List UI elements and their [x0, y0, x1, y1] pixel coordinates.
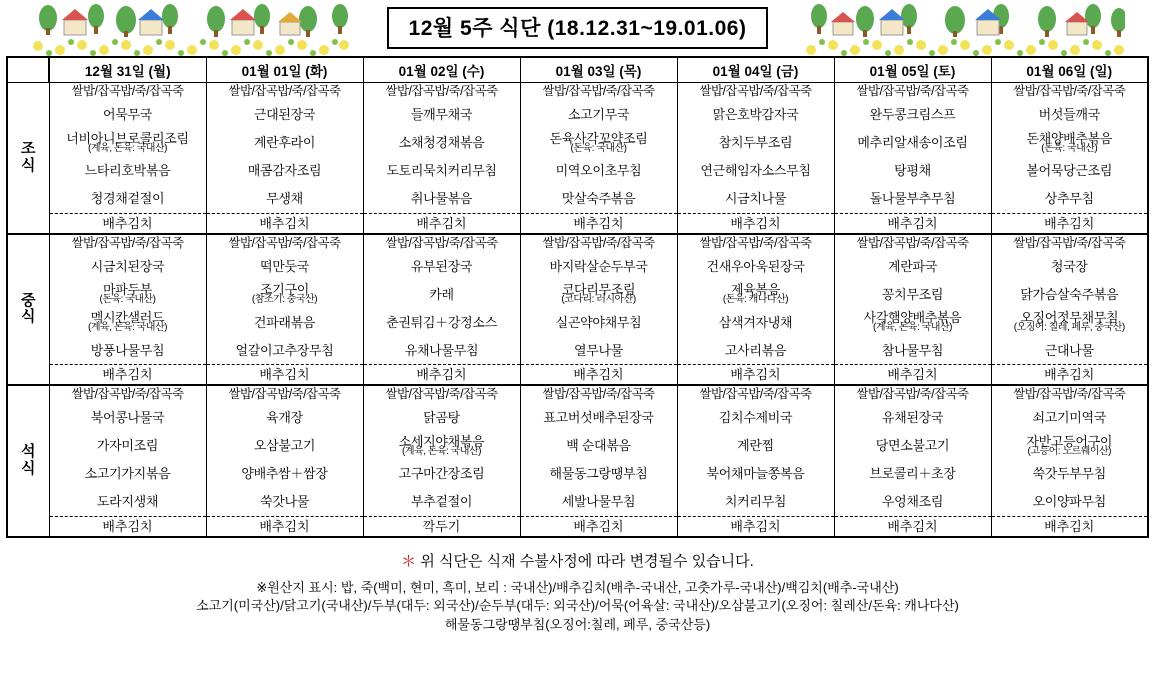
day-header-5: 01월 05일 (토) — [834, 57, 991, 83]
dish-name: 백 순대볶음 — [566, 438, 631, 453]
dish-item — [992, 185, 1148, 213]
dish-name: 상추무침 — [1044, 191, 1094, 206]
meal-label-top-0: 조 — [21, 140, 36, 158]
dish-item — [50, 157, 206, 185]
meal-label-1 — [7, 234, 49, 386]
dish-item — [678, 280, 834, 308]
menu-cell-0-6 — [991, 83, 1148, 234]
dish-item — [207, 185, 363, 213]
dish-name: 실곤약야채무침 — [555, 314, 642, 330]
dish-name: 근대나물 — [1044, 342, 1094, 358]
dish-item — [521, 432, 677, 460]
dish-name: 멕시칸샐러드 — [90, 310, 165, 325]
menu-cell-2-5 — [834, 385, 991, 537]
dish-item — [207, 488, 363, 516]
dish-origin: (돈육: 캐나다산) — [722, 294, 789, 305]
dish-item — [364, 185, 520, 213]
notice-star-icon: ＊ — [401, 552, 417, 570]
kimchi-line: 배추김치 — [364, 213, 520, 233]
dish-name: 돈채양배추볶음 — [1026, 130, 1113, 146]
day-header-0: 12월 31일 (월) — [49, 57, 206, 83]
dish-item — [835, 308, 991, 336]
dish-origin: (고등어: 노르웨이산) — [1027, 445, 1111, 457]
dish-item — [521, 101, 677, 129]
dish-name: 참치두부조림 — [718, 135, 793, 150]
dish-item — [992, 488, 1148, 516]
dish-name: 도라지생채 — [96, 494, 159, 509]
dish-name: 카레 — [429, 286, 454, 302]
menu-cell-1-2 — [363, 234, 520, 386]
kimchi-line: 배추김치 — [364, 364, 520, 384]
dish-item — [364, 252, 520, 280]
dish-item — [50, 308, 206, 336]
dish-name: 너비아니브로콜리조림 — [66, 130, 189, 146]
dish-item — [521, 404, 677, 432]
day-header-4: 01월 04일 (금) — [677, 57, 834, 83]
rice-line: 쌀밥/잡곡밥/죽/잡곡죽 — [856, 84, 969, 98]
dish-item — [835, 336, 991, 364]
dish-origin: (돈육: 국내산) — [99, 294, 156, 305]
rice-line: 쌀밥/잡곡밥/죽/잡곡죽 — [542, 84, 655, 98]
kimchi-line: 배추김치 — [50, 364, 206, 384]
day-header-1: 01월 01일 (화) — [206, 57, 363, 83]
kimchi-line: 배추김치 — [207, 364, 363, 384]
dish-item — [835, 185, 991, 213]
dish-item — [207, 336, 363, 364]
dish-item — [521, 488, 677, 516]
dish-name: 춘권튀김＋강정소스 — [386, 314, 497, 330]
dish-item — [678, 336, 834, 364]
menu-cell-2-0 — [49, 385, 206, 537]
dish-origin: (계육, 돈육: 국내산) — [88, 322, 167, 333]
origin-line-2: 소고기(미국산)/닭고기(국내산)/두부(대두: 외국산)/순두부(대두: 외국산)/어묵(어육살: 국내산)/오삼불고기(오징어: 칠레산/돈육: 캐나다산) — [196, 598, 959, 614]
meal-label-0 — [7, 83, 49, 234]
menu-table — [6, 56, 1149, 538]
rice-line: 쌀밥/잡곡밥/죽/잡곡죽 — [1013, 387, 1126, 401]
dish-item — [50, 280, 206, 308]
dish-item — [364, 308, 520, 336]
dish-item — [207, 129, 363, 157]
dish-name: 북어콩나물국 — [90, 410, 165, 425]
dish-item — [207, 252, 363, 280]
dish-item — [678, 185, 834, 213]
kimchi-line: 배추김치 — [835, 213, 991, 233]
kimchi-line: 배추김치 — [678, 213, 834, 233]
dish-name: 볼어묵당근조림 — [1026, 163, 1113, 178]
dish-item — [207, 157, 363, 185]
dish-name: 참나물무침 — [881, 342, 944, 358]
meal-label-bottom-2: 식 — [21, 459, 36, 477]
dish-item — [835, 129, 991, 157]
dish-origin: (참조기: 중국산) — [251, 294, 318, 305]
rice-line: 쌀밥/잡곡밥/죽/잡곡죽 — [228, 235, 341, 250]
dish-origin: (계육, 돈육: 국내산) — [88, 142, 167, 154]
dish-name: 완두콩크림스프 — [869, 107, 956, 122]
dish-name: 맑은호박감자국 — [712, 107, 799, 122]
menu-cell-2-1 — [206, 385, 363, 537]
dish-item — [521, 185, 677, 213]
dish-name: 북어채마늘쫑복음 — [706, 466, 805, 481]
origin-info — [6, 579, 1149, 636]
dish-item — [678, 101, 834, 129]
dish-item — [364, 280, 520, 308]
dish-name: 유부된장국 — [410, 258, 473, 274]
dish-name: 오징어젓무채무침 — [1020, 310, 1119, 325]
dish-item — [835, 404, 991, 432]
dish-item — [50, 460, 206, 488]
kimchi-line: 깍두기 — [364, 516, 520, 536]
dish-name: 방풍나물무침 — [90, 342, 165, 358]
dish-item — [835, 432, 991, 460]
kimchi-line: 배추김치 — [992, 213, 1148, 233]
dish-name: 쇠고기미역국 — [1032, 410, 1107, 425]
menu-cell-0-4 — [677, 83, 834, 234]
dish-name: 쑥갓두부무침 — [1032, 466, 1107, 481]
dish-name: 삼색겨자냉채 — [718, 314, 793, 330]
dish-name: 계란찜 — [737, 438, 774, 453]
kimchi-line: 배추김치 — [992, 516, 1148, 536]
dish-name: 육개장 — [266, 410, 303, 425]
dish-item — [992, 460, 1148, 488]
dish-item — [207, 280, 363, 308]
dish-item — [835, 157, 991, 185]
page-title: 12월 5주 식단 (18.12.31~19.01.06) — [387, 7, 769, 49]
dish-name: 오삼불고기 — [253, 438, 316, 453]
dish-name: 떡만둣국 — [259, 258, 310, 274]
dish-name: 미역오이초무침 — [555, 163, 642, 178]
dish-item — [835, 280, 991, 308]
rice-line: 쌀밥/잡곡밥/죽/잡곡죽 — [542, 387, 655, 401]
dish-item — [207, 460, 363, 488]
rice-line: 쌀밥/잡곡밥/죽/잡곡죽 — [699, 84, 812, 98]
dish-item — [992, 308, 1148, 336]
rice-line: 쌀밥/잡곡밥/죽/잡곡죽 — [385, 387, 498, 401]
dish-name: 브로콜리＋초장 — [869, 466, 956, 481]
dish-name: 시금치나물 — [724, 191, 787, 206]
dish-name: 어묵무국 — [102, 107, 153, 122]
dish-item — [364, 404, 520, 432]
rice-line: 쌀밥/잡곡밥/죽/잡곡죽 — [385, 84, 498, 98]
rice-line: 쌀밥/잡곡밥/죽/잡곡죽 — [542, 235, 655, 250]
dish-item — [521, 157, 677, 185]
meal-label-top-1: 중 — [21, 291, 36, 309]
day-header-2: 01월 02일 (수) — [363, 57, 520, 83]
dish-name: 김치수제비국 — [718, 410, 793, 425]
dish-name: 탕평채 — [894, 163, 931, 178]
rice-line: 쌀밥/잡곡밥/죽/잡곡죽 — [699, 235, 812, 250]
kimchi-line: 배추김치 — [521, 364, 677, 384]
dish-name: 고사리볶음 — [724, 342, 787, 358]
dish-name: 청경채겉절이 — [90, 191, 165, 206]
dish-name: 맛살숙주볶음 — [561, 191, 636, 206]
dish-item — [835, 460, 991, 488]
dish-item — [50, 432, 206, 460]
rice-line: 쌀밥/잡곡밥/죽/잡곡죽 — [1013, 235, 1126, 250]
meal-label-bottom-0: 식 — [21, 156, 36, 174]
dish-item — [364, 101, 520, 129]
dish-name: 쑥갓나물 — [259, 494, 310, 509]
menu-cell-0-0 — [49, 83, 206, 234]
rice-line: 쌀밥/잡곡밥/죽/잡곡죽 — [1013, 84, 1126, 98]
day-header-6: 01월 06일 (일) — [991, 57, 1148, 83]
dish-item — [207, 101, 363, 129]
kimchi-line: 배추김치 — [207, 213, 363, 233]
dish-name: 바지락살순두부국 — [549, 258, 648, 274]
dish-name: 느타리호박볶음 — [84, 163, 171, 178]
dish-item — [521, 308, 677, 336]
rice-line: 쌀밥/잡곡밥/죽/잡곡죽 — [699, 387, 812, 401]
dish-item — [521, 280, 677, 308]
dish-item — [992, 336, 1148, 364]
dish-item — [207, 308, 363, 336]
dish-item — [521, 252, 677, 280]
dish-item — [50, 185, 206, 213]
menu-cell-1-5 — [834, 234, 991, 386]
rice-line: 쌀밥/잡곡밥/죽/잡곡죽 — [71, 235, 184, 250]
meal-label-2 — [7, 385, 49, 537]
dish-item — [678, 404, 834, 432]
dish-name: 버섯들깨국 — [1038, 107, 1100, 122]
dish-item — [50, 404, 206, 432]
menu-cell-1-0 — [49, 234, 206, 386]
dish-item — [678, 460, 834, 488]
dish-origin: (계육, 돈육: 국내산) — [402, 445, 481, 457]
kimchi-line: 배추김치 — [835, 364, 991, 384]
dish-item — [521, 336, 677, 364]
menu-cell-1-1 — [206, 234, 363, 386]
dish-item — [364, 336, 520, 364]
origin-line-3: 해물동그랑땡부침(오징어:칠레, 페루, 중국산등) — [444, 617, 711, 633]
dish-item — [678, 488, 834, 516]
dish-item — [992, 157, 1148, 185]
dish-name: 소채청경채볶음 — [398, 135, 485, 150]
meal-label-bottom-1: 식 — [21, 308, 36, 326]
dish-name: 시금치된장국 — [90, 258, 165, 274]
change-notice — [6, 544, 1149, 579]
meal-label-top-2: 석 — [21, 443, 36, 461]
dish-name: 연근해임자소스무침 — [700, 163, 811, 178]
dish-name: 매콤감자조림 — [247, 163, 322, 178]
dish-item — [992, 129, 1148, 157]
dish-name: 근대된장국 — [253, 107, 316, 122]
dish-name: 닭가슴살숙주볶음 — [1020, 286, 1119, 302]
dish-item — [521, 129, 677, 157]
dish-item — [207, 404, 363, 432]
dish-name: 계란후라이 — [253, 135, 316, 150]
dish-item — [364, 157, 520, 185]
meal-row-0 — [7, 83, 1148, 234]
dish-name: 고구마간장조림 — [398, 466, 485, 481]
menu-cell-1-4 — [677, 234, 834, 386]
dish-name: 표고버섯배추된장국 — [543, 410, 654, 425]
dish-origin: (오징어: 칠레, 페루, 중국산) — [1013, 322, 1125, 333]
dish-name: 무생채 — [266, 191, 303, 206]
dish-name: 건파래볶음 — [253, 314, 316, 330]
dish-name: 해물동그랑땡부침 — [549, 466, 648, 481]
dish-item — [364, 129, 520, 157]
menu-cell-1-6 — [991, 234, 1148, 386]
kimchi-line: 배추김치 — [50, 213, 206, 233]
dish-item — [50, 129, 206, 157]
dish-item — [207, 432, 363, 460]
dish-name: 돌나물부추무침 — [869, 191, 956, 206]
kimchi-line: 배추김치 — [521, 213, 677, 233]
dish-name: 소세지야채볶음 — [398, 433, 485, 449]
rice-line: 쌀밥/잡곡밥/죽/잡곡죽 — [71, 387, 184, 401]
dish-name: 열무나물 — [573, 342, 624, 358]
rice-line: 쌀밥/잡곡밥/죽/잡곡죽 — [228, 387, 341, 401]
kimchi-line: 배추김치 — [678, 516, 834, 536]
dish-item — [521, 460, 677, 488]
kimchi-line: 배추김치 — [678, 364, 834, 384]
dish-name: 코다리무조림 — [561, 282, 636, 297]
dish-name: 세발나물무침 — [561, 494, 636, 509]
dish-name: 제육볶음 — [730, 282, 781, 297]
dish-name: 마파두부 — [102, 282, 153, 297]
dish-item — [678, 432, 834, 460]
menu-cell-0-1 — [206, 83, 363, 234]
dish-name: 사각햄양배추볶음 — [863, 310, 962, 325]
rice-line: 쌀밥/잡곡밥/죽/잡곡죽 — [228, 84, 341, 98]
dish-item — [992, 280, 1148, 308]
dish-name: 부추겉절이 — [410, 494, 473, 509]
dish-name: 건새우아욱된장국 — [706, 258, 805, 274]
dish-item — [992, 404, 1148, 432]
kimchi-line: 배추김치 — [50, 516, 206, 536]
right-decoration-strip — [805, 0, 1125, 56]
dish-name: 들깨무채국 — [410, 107, 473, 122]
dish-item — [992, 432, 1148, 460]
menu-cell-2-4 — [677, 385, 834, 537]
dish-item — [50, 101, 206, 129]
rice-line: 쌀밥/잡곡밥/죽/잡곡죽 — [71, 84, 184, 98]
menu-cell-0-2 — [363, 83, 520, 234]
dish-item — [50, 336, 206, 364]
origin-line-1: ※원산지 표시: 밥, 죽(백미, 현미, 흑미, 보리 : 국내산)/배추김치(배추-국내산, 고춧가루-국내산)/백김치(배추-국내산) — [256, 579, 899, 595]
dish-name: 당면소불고기 — [875, 438, 950, 453]
dish-item — [678, 308, 834, 336]
dish-name: 오이양파무침 — [1032, 494, 1107, 509]
dish-name: 메추리알새송이조림 — [857, 135, 968, 150]
dish-name: 꽁치무조림 — [881, 286, 944, 302]
dish-item — [835, 101, 991, 129]
day-header-3: 01월 03일 (목) — [520, 57, 677, 83]
kimchi-line: 배추김치 — [521, 516, 677, 536]
menu-cell-2-3 — [520, 385, 677, 537]
dish-name: 돈육사각꼬약조림 — [549, 130, 648, 146]
dish-item — [678, 129, 834, 157]
kimchi-line: 배추김치 — [992, 364, 1148, 384]
dish-item — [678, 252, 834, 280]
rice-line: 쌀밥/잡곡밥/죽/잡곡죽 — [856, 235, 969, 250]
dish-name: 소고기무국 — [567, 107, 630, 122]
dish-name: 조기구이 — [259, 282, 310, 297]
rice-line: 쌀밥/잡곡밥/죽/잡곡죽 — [385, 235, 498, 250]
dish-name: 양배추쌈＋쌈장 — [241, 466, 328, 481]
menu-cell-1-3 — [520, 234, 677, 386]
dish-origin: (계육, 돈육: 국내산) — [873, 322, 952, 333]
left-decoration-strip — [30, 0, 350, 56]
rice-line: 쌀밥/잡곡밥/죽/잡곡죽 — [856, 387, 969, 401]
page-header — [6, 0, 1149, 56]
kimchi-line: 배추김치 — [207, 516, 363, 536]
meal-row-2 — [7, 385, 1148, 537]
dish-name: 가자미조림 — [96, 438, 159, 453]
dish-item — [50, 252, 206, 280]
kimchi-line: 배추김치 — [835, 516, 991, 536]
dish-item — [364, 488, 520, 516]
meal-row-1 — [7, 234, 1148, 386]
dish-name: 얼갈이고추장무침 — [235, 342, 334, 358]
dish-name: 도토리묵치커리무침 — [386, 163, 497, 178]
dish-item — [992, 101, 1148, 129]
menu-cell-0-5 — [834, 83, 991, 234]
table-header-row — [7, 57, 1148, 83]
dish-name: 우엉채조림 — [881, 494, 944, 509]
dish-item — [50, 488, 206, 516]
menu-cell-2-6 — [991, 385, 1148, 537]
dish-name: 닭곰탕 — [423, 410, 460, 425]
dish-item — [835, 252, 991, 280]
dish-name: 치커리무침 — [724, 494, 787, 509]
corner-cell — [7, 57, 49, 83]
dish-name: 취나물볶음 — [410, 191, 473, 206]
dish-name: 자반고등어구이 — [1026, 433, 1113, 449]
dish-name: 계란파국 — [887, 258, 938, 274]
footer-notes — [6, 544, 1149, 636]
dish-name: 소고기가지볶음 — [84, 466, 171, 481]
dish-origin: (돈육: 국내산) — [1041, 142, 1098, 154]
dish-item — [364, 432, 520, 460]
menu-cell-2-2 — [363, 385, 520, 537]
dish-item — [992, 252, 1148, 280]
dish-origin: (코다리: 러시아산) — [561, 294, 636, 305]
dish-name: 유채나물무침 — [404, 342, 479, 358]
menu-cell-0-3 — [520, 83, 677, 234]
dish-origin: (돈육: 국내산) — [570, 142, 627, 154]
notice-text: 위 식단은 식재 수불사정에 따라 변경될수 있습니다. — [420, 552, 754, 570]
dish-name: 청국장 — [1050, 258, 1088, 274]
dish-item — [678, 157, 834, 185]
menu-table-body — [7, 83, 1148, 537]
dish-item — [835, 488, 991, 516]
dish-name: 유채된장국 — [881, 410, 944, 425]
dish-item — [364, 460, 520, 488]
